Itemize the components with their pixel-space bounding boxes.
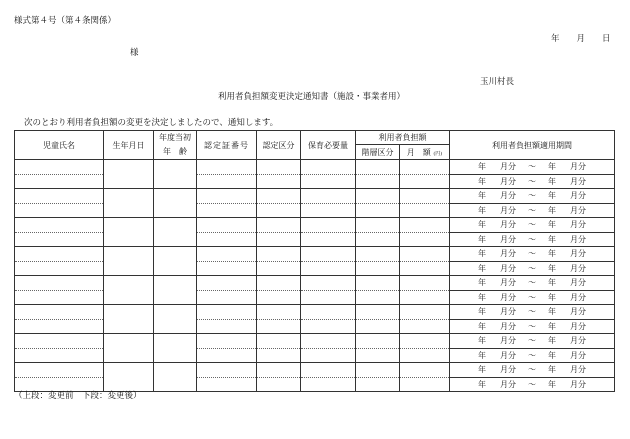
care-need-cell[interactable]: [301, 377, 356, 392]
cert-number-cell[interactable]: [197, 334, 257, 349]
period-cell: [450, 305, 615, 320]
period-month-from: 月分: [500, 234, 516, 244]
child-name-cell[interactable]: [15, 348, 104, 363]
period-year-to: 年: [548, 176, 556, 186]
tier-cell[interactable]: [356, 290, 400, 305]
period-month-to: 月分: [570, 365, 586, 375]
cert-class-cell[interactable]: [257, 232, 301, 247]
header-burden: 利用者負担額: [356, 131, 450, 145]
period-year: 年: [478, 278, 486, 288]
period-year-to: 年: [548, 234, 556, 244]
monthly-cell[interactable]: [400, 276, 450, 291]
period-year: 年: [478, 292, 486, 302]
tier-cell[interactable]: [356, 377, 400, 392]
care-need-cell[interactable]: [301, 334, 356, 349]
cert-class-cell[interactable]: [257, 276, 301, 291]
cert-number-cell[interactable]: [197, 305, 257, 320]
child-name-cell[interactable]: [15, 276, 104, 291]
period-cell: [450, 247, 615, 262]
cert-number-cell[interactable]: [197, 363, 257, 378]
period-month-to: 月分: [570, 292, 586, 302]
period-month-from: 月分: [500, 205, 516, 215]
issuer-name: 玉川村長: [480, 77, 515, 87]
care-need-cell[interactable]: [301, 247, 356, 262]
care-need-cell[interactable]: [301, 305, 356, 320]
header-cert-number: 認定証番号: [197, 131, 257, 160]
period-tilde: ～: [528, 336, 536, 346]
cert-class-cell[interactable]: [257, 203, 301, 218]
period-month-from: 月分: [500, 176, 516, 186]
period-year-to: 年: [548, 379, 556, 389]
monthly-cell[interactable]: [400, 290, 450, 305]
care-need-cell[interactable]: [301, 218, 356, 233]
period-year: 年: [478, 321, 486, 331]
birth-date-cell[interactable]: [104, 363, 154, 392]
period-year-to: 年: [548, 365, 556, 375]
child-name-cell[interactable]: [15, 160, 104, 175]
cert-number-cell[interactable]: [197, 319, 257, 334]
cert-class-cell[interactable]: [257, 261, 301, 276]
tier-cell[interactable]: [356, 305, 400, 320]
period-year-to: 年: [548, 307, 556, 317]
period-month-to: 月分: [570, 350, 586, 360]
age-cell[interactable]: [154, 218, 197, 247]
period-year-to: 年: [548, 336, 556, 346]
care-need-cell[interactable]: [301, 189, 356, 204]
cert-number-cell[interactable]: [197, 160, 257, 175]
period-tilde: ～: [528, 350, 536, 360]
period-month-from: 月分: [500, 379, 516, 389]
birth-date-cell[interactable]: [104, 276, 154, 305]
table-row-before: [15, 218, 615, 233]
period-tilde: ～: [528, 365, 536, 375]
care-need-cell[interactable]: [301, 232, 356, 247]
tier-cell[interactable]: [356, 261, 400, 276]
care-need-cell[interactable]: [301, 203, 356, 218]
child-name-cell[interactable]: [15, 334, 104, 349]
cert-number-cell[interactable]: [197, 261, 257, 276]
period-tilde: ～: [528, 321, 536, 331]
monthly-cell[interactable]: [400, 348, 450, 363]
tier-cell[interactable]: [356, 348, 400, 363]
period-month-from: 月分: [500, 220, 516, 230]
cert-class-cell[interactable]: [257, 305, 301, 320]
period-cell: [450, 377, 615, 392]
intro-text: 次のとおり利用者負担額の変更を決定しましたので、通知します。: [24, 118, 279, 128]
tier-cell[interactable]: [356, 218, 400, 233]
period-tilde: ～: [528, 278, 536, 288]
period-cell: [450, 363, 615, 378]
period-year-to: 年: [548, 249, 556, 259]
tier-cell[interactable]: [356, 319, 400, 334]
header-age-line1: 年度当初: [159, 133, 191, 142]
monthly-cell[interactable]: [400, 247, 450, 262]
child-name-cell[interactable]: [15, 290, 104, 305]
monthly-cell[interactable]: [400, 334, 450, 349]
period-year: 年: [478, 307, 486, 317]
table-row-before: [15, 363, 615, 378]
tier-cell[interactable]: [356, 189, 400, 204]
tier-cell[interactable]: [356, 232, 400, 247]
period-month-from: 月分: [500, 292, 516, 302]
period-year: 年: [478, 234, 486, 244]
period-month-from: 月分: [500, 321, 516, 331]
cert-class-cell[interactable]: [257, 334, 301, 349]
header-birth-date: 生年月日: [104, 131, 154, 160]
care-need-cell[interactable]: [301, 348, 356, 363]
monthly-cell[interactable]: [400, 218, 450, 233]
monthly-cell[interactable]: [400, 203, 450, 218]
cert-number-cell[interactable]: [197, 218, 257, 233]
period-tilde: ～: [528, 379, 536, 389]
header-age: [154, 131, 197, 160]
period-cell: [450, 334, 615, 349]
period-month-from: 月分: [500, 249, 516, 259]
cert-number-cell[interactable]: [197, 232, 257, 247]
birth-date-cell[interactable]: [104, 189, 154, 218]
monthly-cell[interactable]: [400, 319, 450, 334]
cert-class-cell[interactable]: [257, 189, 301, 204]
header-monthly: [400, 145, 450, 160]
child-name-cell[interactable]: [15, 203, 104, 218]
period-cell: [450, 218, 615, 233]
period-month-from: 月分: [500, 365, 516, 375]
cert-number-cell[interactable]: [197, 276, 257, 291]
period-year: 年: [478, 176, 486, 186]
header-monthly-label: 月 額: [406, 147, 431, 157]
period-year: 年: [478, 336, 486, 346]
birth-date-cell[interactable]: [104, 305, 154, 334]
header-child-name: 児童氏名: [15, 131, 104, 160]
period-month-to: 月分: [570, 176, 586, 186]
period-month-from: 月分: [500, 307, 516, 317]
header-yen-unit: (円): [433, 150, 443, 157]
child-name-cell[interactable]: [15, 305, 104, 320]
cert-class-cell[interactable]: [257, 247, 301, 262]
header-tier: 階層区分: [356, 145, 400, 160]
child-name-cell[interactable]: [15, 319, 104, 334]
period-year-to: 年: [548, 292, 556, 302]
header-cert-class: 認定区分: [257, 131, 301, 160]
period-month-to: 月分: [570, 191, 586, 201]
period-month-from: 月分: [500, 336, 516, 346]
table-row-before: [15, 160, 615, 175]
period-year: 年: [478, 220, 486, 230]
monthly-cell[interactable]: [400, 189, 450, 204]
period-tilde: ～: [528, 234, 536, 244]
care-need-cell[interactable]: [301, 363, 356, 378]
monthly-cell[interactable]: [400, 160, 450, 175]
table-row-before: [15, 276, 615, 291]
period-month-to: 月分: [570, 336, 586, 346]
period-month-to: 月分: [570, 321, 586, 331]
period-month-from: 月分: [500, 191, 516, 201]
period-cell: [450, 232, 615, 247]
period-cell: [450, 276, 615, 291]
period-year-to: 年: [548, 350, 556, 360]
period-year: 年: [478, 365, 486, 375]
cert-class-cell[interactable]: [257, 363, 301, 378]
period-month-to: 月分: [570, 205, 586, 215]
form-number: 様式第４号（第４条関係）: [14, 16, 117, 26]
birth-date-cell[interactable]: [104, 247, 154, 276]
cert-class-cell[interactable]: [257, 174, 301, 189]
period-year: 年: [478, 249, 486, 259]
table-row-before: [15, 189, 615, 204]
cert-number-cell[interactable]: [197, 348, 257, 363]
document-title: 利用者負担額変更決定通知書（施設・事業者用）: [218, 92, 406, 102]
header-age-line2: 年 齢: [163, 147, 187, 156]
tier-cell[interactable]: [356, 276, 400, 291]
care-need-cell[interactable]: [301, 319, 356, 334]
period-tilde: ～: [528, 191, 536, 201]
period-cell: [450, 319, 615, 334]
period-year-to: 年: [548, 263, 556, 273]
birth-date-cell[interactable]: [104, 334, 154, 363]
period-year: 年: [478, 379, 486, 389]
period-cell: [450, 189, 615, 204]
tier-cell[interactable]: [356, 363, 400, 378]
period-year-to: 年: [548, 278, 556, 288]
birth-date-cell[interactable]: [104, 160, 154, 189]
monthly-cell[interactable]: [400, 363, 450, 378]
period-month-from: 月分: [500, 162, 516, 172]
period-year: 年: [478, 350, 486, 360]
period-cell: [450, 203, 615, 218]
period-year-to: 年: [548, 191, 556, 201]
period-year: 年: [478, 191, 486, 201]
cert-number-cell[interactable]: [197, 247, 257, 262]
age-cell[interactable]: [154, 334, 197, 363]
child-name-cell[interactable]: [15, 363, 104, 378]
period-cell: [450, 348, 615, 363]
period-month-to: 月分: [570, 249, 586, 259]
period-year-to: 年: [548, 321, 556, 331]
monthly-cell[interactable]: [400, 377, 450, 392]
age-cell[interactable]: [154, 247, 197, 276]
age-cell[interactable]: [154, 305, 197, 334]
period-year-to: 年: [548, 205, 556, 215]
child-name-cell[interactable]: [15, 247, 104, 262]
period-year: 年: [478, 205, 486, 215]
period-year: 年: [478, 162, 486, 172]
tier-cell[interactable]: [356, 160, 400, 175]
period-cell: [450, 174, 615, 189]
cert-class-cell[interactable]: [257, 319, 301, 334]
header-care-need: 保育必要量: [301, 131, 356, 160]
period-cell: [450, 261, 615, 276]
child-name-cell[interactable]: [15, 261, 104, 276]
care-need-cell[interactable]: [301, 160, 356, 175]
tier-cell[interactable]: [356, 247, 400, 262]
monthly-cell[interactable]: [400, 305, 450, 320]
period-month-to: 月分: [570, 278, 586, 288]
period-year-to: 年: [548, 220, 556, 230]
period-tilde: ～: [528, 263, 536, 273]
age-cell[interactable]: [154, 276, 197, 305]
period-month-to: 月分: [570, 162, 586, 172]
cert-class-cell[interactable]: [257, 160, 301, 175]
period-year-to: 年: [548, 162, 556, 172]
cert-class-cell[interactable]: [257, 218, 301, 233]
table-row-before: [15, 334, 615, 349]
cert-number-cell[interactable]: [197, 290, 257, 305]
care-need-cell[interactable]: [301, 276, 356, 291]
monthly-cell[interactable]: [400, 261, 450, 276]
date-line: 年 月 日: [551, 34, 611, 44]
cert-class-cell[interactable]: [257, 290, 301, 305]
tier-cell[interactable]: [356, 203, 400, 218]
period-tilde: ～: [528, 249, 536, 259]
child-name-cell[interactable]: [15, 218, 104, 233]
age-cell[interactable]: [154, 160, 197, 189]
child-name-cell[interactable]: [15, 232, 104, 247]
period-month-to: 月分: [570, 263, 586, 273]
period-tilde: ～: [528, 292, 536, 302]
cert-number-cell[interactable]: [197, 377, 257, 392]
table-row-before: [15, 247, 615, 262]
cert-number-cell[interactable]: [197, 189, 257, 204]
period-year: 年: [478, 263, 486, 273]
care-need-cell[interactable]: [301, 290, 356, 305]
child-name-cell[interactable]: [15, 174, 104, 189]
period-month-to: 月分: [570, 307, 586, 317]
birth-date-cell[interactable]: [104, 218, 154, 247]
period-cell: [450, 290, 615, 305]
period-cell: [450, 160, 615, 175]
period-month-to: 月分: [570, 220, 586, 230]
care-need-cell[interactable]: [301, 174, 356, 189]
cert-number-cell[interactable]: [197, 174, 257, 189]
header-period: 利用者負担額適用期間: [450, 131, 615, 160]
care-need-cell[interactable]: [301, 261, 356, 276]
monthly-cell[interactable]: [400, 174, 450, 189]
recipient-suffix: 様: [130, 48, 139, 58]
period-month-from: 月分: [500, 278, 516, 288]
period-month-from: 月分: [500, 350, 516, 360]
period-tilde: ～: [528, 205, 536, 215]
age-cell[interactable]: [154, 189, 197, 218]
cert-class-cell[interactable]: [257, 377, 301, 392]
footnote: （上段：変更前 下段：変更後）: [14, 391, 142, 401]
tier-cell[interactable]: [356, 334, 400, 349]
age-cell[interactable]: [154, 363, 197, 392]
table-row-before: [15, 305, 615, 320]
period-tilde: ～: [528, 307, 536, 317]
period-month-to: 月分: [570, 379, 586, 389]
burden-change-table: [14, 130, 615, 392]
monthly-cell[interactable]: [400, 232, 450, 247]
cert-class-cell[interactable]: [257, 348, 301, 363]
period-tilde: ～: [528, 176, 536, 186]
period-tilde: ～: [528, 162, 536, 172]
tier-cell[interactable]: [356, 174, 400, 189]
period-month-from: 月分: [500, 263, 516, 273]
cert-number-cell[interactable]: [197, 203, 257, 218]
period-month-to: 月分: [570, 234, 586, 244]
period-tilde: ～: [528, 220, 536, 230]
child-name-cell[interactable]: [15, 189, 104, 204]
